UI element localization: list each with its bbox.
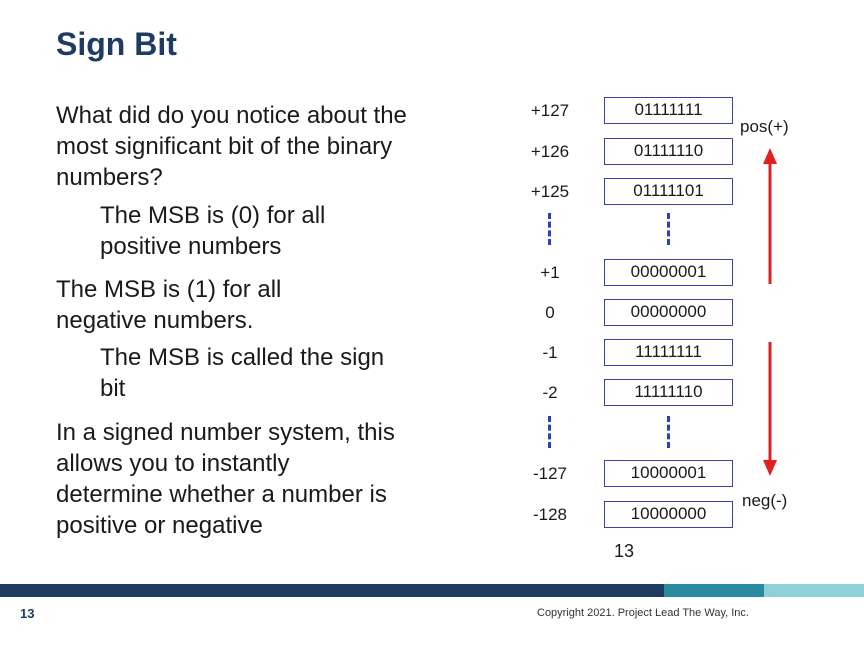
decimal-label: -2 [542, 383, 558, 402]
binary-cell: 10000000 [604, 501, 733, 528]
msb-negative-paragraph: The MSB is (1) for all negative numbers. [56, 276, 282, 334]
ellipsis-dashes [548, 213, 551, 245]
binary-cell: 11111110 [604, 379, 733, 406]
ellipsis-dashes [667, 416, 670, 448]
footer-bar-dark [0, 584, 664, 597]
inner-slide-number: 13 [614, 541, 635, 561]
decimal-label: 0 [545, 303, 555, 322]
up-arrow-icon [760, 146, 780, 286]
decimal-label: +125 [530, 182, 570, 201]
decimal-label: +127 [530, 101, 570, 120]
slide-title: Sign Bit [56, 26, 177, 62]
ellipsis-dashes [548, 416, 551, 448]
footer-bar-teal [664, 584, 764, 597]
sign-bit-paragraph: The MSB is called the sign bit [100, 344, 385, 402]
pos-label: pos(+) [740, 117, 789, 136]
binary-cell: 11111111 [604, 339, 733, 366]
decimal-label: -127 [532, 464, 568, 483]
footer-bar-light [764, 584, 864, 597]
decimal-label: +126 [530, 142, 570, 161]
binary-cell: 01111111 [604, 97, 733, 124]
decimal-label: -1 [542, 343, 558, 362]
msb-positive-paragraph: The MSB is (0) for all positive numbers [100, 202, 326, 260]
down-arrow-icon [760, 340, 780, 478]
decimal-label: +1 [540, 263, 560, 282]
binary-cell: 00000000 [604, 299, 733, 326]
binary-cell: 01111101 [604, 178, 733, 205]
decimal-label: -128 [532, 505, 568, 524]
question-paragraph: What did do you notice about the most significant bit of the binary numbers? [56, 102, 407, 191]
binary-cell: 00000001 [604, 259, 733, 286]
binary-cell: 01111110 [604, 138, 733, 165]
signed-system-paragraph: In a signed number system, this allows you to instantly determine whether a number is positive or negative [56, 419, 395, 539]
ellipsis-dashes [667, 213, 670, 245]
copyright-text: Copyright 2021. Project Lead The Way, Inc. [537, 607, 749, 619]
binary-cell: 10000001 [604, 460, 733, 487]
page-number: 13 [20, 606, 35, 621]
neg-label: neg(-) [742, 491, 788, 510]
